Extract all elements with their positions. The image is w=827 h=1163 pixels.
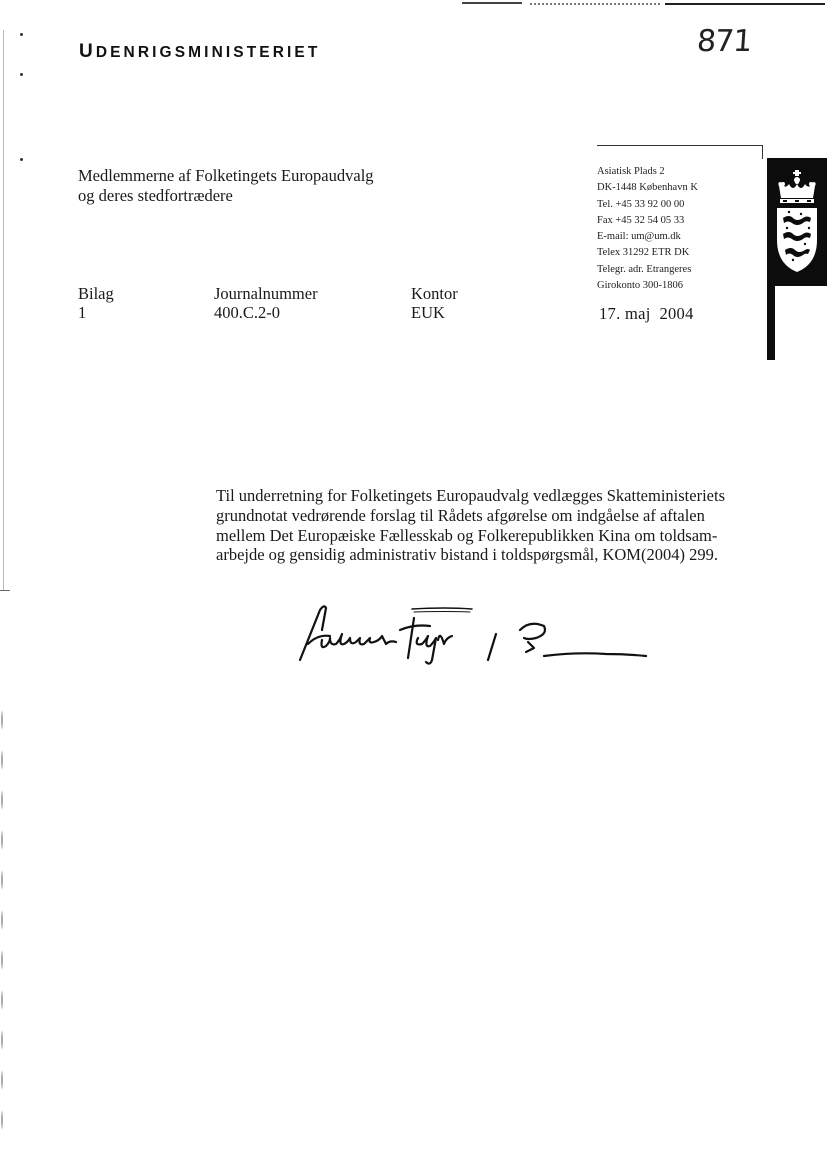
bilag-value: 1 <box>78 303 87 322</box>
address-line: E-mail: um@um.dk <box>597 231 681 243</box>
body-line: arbejde og gensidig administrativ bistand i toldspørgsmål, KOM(2004) 299. <box>216 545 718 565</box>
bilag-label: Bilag <box>78 284 114 303</box>
punch-mark <box>20 33 23 36</box>
recipient-line: Medlemmerne af Folketingets Europaudvalg <box>78 166 374 185</box>
crest-bar-tail <box>767 286 775 360</box>
ministry-name: UDENRIGSMINISTERIET <box>79 41 321 62</box>
address-line: Tel. +45 33 92 00 00 <box>597 198 685 210</box>
signature-drawing <box>296 600 656 670</box>
address-rule-tick <box>762 145 763 159</box>
body-line: mellem Det Europæiske Fællesskab og Folkerepublikken Kina om toldsam- <box>216 525 718 545</box>
royal-crest-emblem <box>767 158 827 286</box>
journal-column <box>214 284 318 322</box>
punch-mark <box>20 73 23 76</box>
address-rule <box>597 145 763 146</box>
address-line: DK-1448 København K <box>597 182 698 194</box>
address-line: Telegr. adr. Etrangeres <box>597 263 692 275</box>
scan-left-edge <box>3 30 4 590</box>
scan-edge-artifact <box>460 0 827 6</box>
sender-address <box>597 164 698 294</box>
handwritten-number: 871 <box>695 24 753 59</box>
letter-date: 17. maj 2004 <box>599 304 694 323</box>
recipient-line: og deres stedfortrædere <box>78 186 233 205</box>
kontor-label: Kontor <box>411 284 458 303</box>
address-line: Telex 31292 ETR DK <box>597 247 690 259</box>
bilag-column <box>78 284 114 322</box>
address-line: Asiatisk Plads 2 <box>597 166 665 177</box>
recipient-block <box>78 166 374 206</box>
crown-shield-icon <box>771 168 823 278</box>
letter-body <box>216 486 776 565</box>
journal-value: 400.C.2-0 <box>214 303 280 322</box>
kontor-column <box>411 284 458 322</box>
fold-mark <box>0 590 10 591</box>
handwritten-signature <box>296 600 656 675</box>
body-line: Til underretning for Folketingets Europaudvalg vedlægges Skatteministeriets <box>216 486 725 505</box>
scan-noise <box>0 700 4 1140</box>
kontor-value: EUK <box>411 303 445 322</box>
punch-mark <box>20 158 23 161</box>
body-line: grundnotat vedrørende forslag til Rådets afgørelse om indgåelse af aftalen <box>216 505 705 525</box>
address-line: Fax +45 32 54 05 33 <box>597 214 685 226</box>
journal-label: Journalnummer <box>214 284 318 303</box>
address-line: Girokonto 300-1806 <box>597 280 684 292</box>
